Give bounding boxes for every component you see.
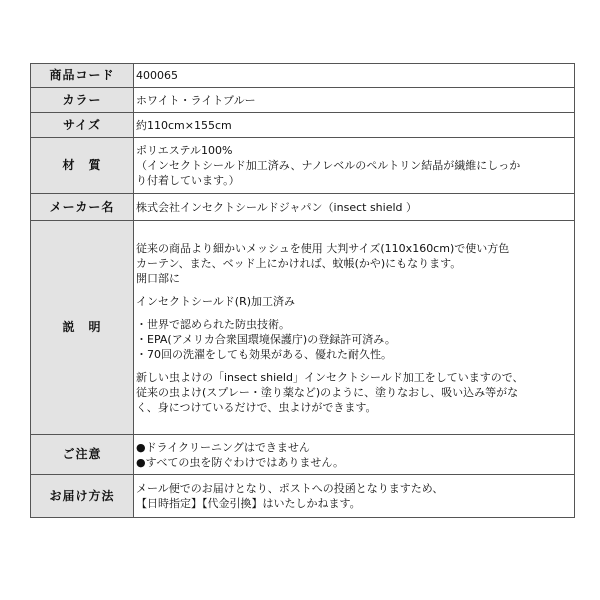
value-product-code xyxy=(134,64,575,88)
label-product-code: 商品コード xyxy=(31,64,134,88)
delivery-line: 【日時指定】【代金引換】はいたしかねます。 xyxy=(136,497,361,510)
description-line: ・世界で認められた防虫技術。 xyxy=(136,317,290,331)
value-description xyxy=(134,221,575,435)
description-line: 開口部に xyxy=(136,271,180,285)
description-line: カーテン、また、ベッド上にかければ、蚊帳(かや)にもなります。 xyxy=(136,256,462,270)
product-code-text: 400065 xyxy=(136,69,178,82)
description-line: ・EPA(アメリカ合衆国環境保護庁)の登録許可済み。 xyxy=(136,332,396,346)
label-material: 材 質 xyxy=(31,138,134,194)
label-size: サイズ xyxy=(31,113,134,138)
row-delivery xyxy=(31,475,575,518)
material-line: ポリエステル100% xyxy=(136,144,233,157)
value-delivery xyxy=(134,475,575,518)
maker-text: 株式会社インセクトシールドジャパン（insect shield ） xyxy=(136,200,418,214)
label-caution: ご注意 xyxy=(31,435,134,475)
size-text: 約110cm×155cm xyxy=(136,118,232,132)
row-product-code xyxy=(31,64,575,88)
color-text: ホワイト・ライトブルー xyxy=(136,93,256,107)
paragraph-gap xyxy=(136,309,571,317)
row-maker xyxy=(31,194,575,221)
label-color: カラー xyxy=(31,88,134,113)
description-line: 新しい虫よけの「insect shield」インセクトシールド加工をしていますので、 xyxy=(136,370,524,384)
paragraph-gap xyxy=(136,286,571,294)
value-maker xyxy=(134,194,575,221)
material-line: り付着しています。） xyxy=(136,174,240,187)
description-line: く、身につけているだけで、虫よけができます。 xyxy=(136,400,377,414)
row-material xyxy=(31,138,575,194)
row-caution xyxy=(31,435,575,475)
product-spec-table xyxy=(30,63,575,518)
caution-line: ●ドライクリーニングはできません xyxy=(136,440,310,454)
label-maker: メーカー名 xyxy=(31,194,134,221)
description-line: ・70回の洗濯をしても効果がある、優れた耐久性。 xyxy=(136,347,392,361)
caution-line: ●すべての虫を防ぐわけではありません。 xyxy=(136,455,345,469)
material-line: （インセクトシールド加工済み、ナノレベルのペルトリン結晶が繊維にしっか xyxy=(136,159,521,172)
label-delivery: お届け方法 xyxy=(31,475,134,518)
description-line: 従来の商品より細かいメッシュを使用 大判サイズ(110x160cm)で使い方色 xyxy=(136,241,510,255)
row-size xyxy=(31,113,575,138)
description-line: 従来の虫よけ(スプレー・塗り薬など)のように、塗りなおし、吸い込み等がな xyxy=(136,385,519,399)
value-material xyxy=(134,138,575,194)
value-color xyxy=(134,88,575,113)
value-caution xyxy=(134,435,575,475)
paragraph-gap xyxy=(136,362,571,370)
row-color xyxy=(31,88,575,113)
value-size xyxy=(134,113,575,138)
label-description: 説 明 xyxy=(31,221,134,435)
row-description xyxy=(31,221,575,435)
delivery-line: メール便でのお届けとなり、ポストへの投函となりますため、 xyxy=(136,482,444,495)
description-line: インセクトシールド(R)加工済み xyxy=(136,294,296,308)
